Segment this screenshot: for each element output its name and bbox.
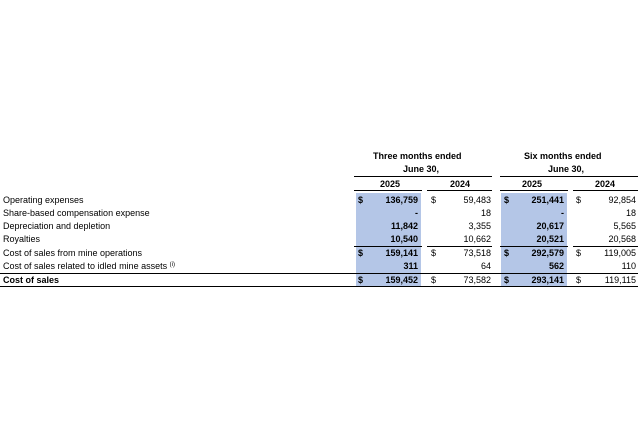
- dollar-sign: $: [431, 275, 437, 285]
- value-2025-h: -: [561, 208, 564, 218]
- dollar-sign: $: [358, 248, 364, 258]
- value-2024-q: 18: [480, 208, 491, 218]
- row-label-royalties: Royalties: [3, 234, 41, 244]
- year-header-2025-h: 2025: [522, 179, 543, 189]
- value-2024-h: 5,565: [613, 221, 636, 231]
- row-label-depreciation-depletion: Depreciation and depletion: [3, 221, 111, 231]
- value-2025-q: 159,452: [385, 275, 418, 285]
- year-underline-3: [500, 190, 568, 191]
- six-months-underline: [500, 176, 638, 177]
- value-2024-h: 119,005: [604, 248, 636, 258]
- year-header-2025-q: 2025: [380, 179, 401, 189]
- value-2024-q: 3,355: [468, 221, 491, 231]
- value-2024-h: 20,568: [608, 234, 636, 244]
- value-2025-q: -: [415, 208, 418, 218]
- value-2025-h: 20,521: [536, 234, 564, 244]
- year-header-2024-q: 2024: [450, 179, 471, 189]
- six-months-header-line1: Six months ended: [524, 151, 602, 161]
- three-months-underline: [354, 176, 492, 177]
- year-underline-2: [427, 190, 492, 191]
- value-2025-q: 136,759: [385, 195, 418, 205]
- row-label-share-based-compensation: Share-based compensation expense: [3, 208, 150, 218]
- row-label-cost-of-sales-total: Cost of sales: [3, 275, 60, 285]
- value-2025-h: 20,617: [536, 221, 564, 231]
- value-2024-q: 64: [480, 261, 491, 271]
- year-underline-1: [354, 190, 422, 191]
- six-months-header-line2: June 30,: [548, 164, 585, 174]
- value-2025-q: 10,540: [390, 234, 418, 244]
- year-underline-4: [573, 190, 638, 191]
- dollar-sign: $: [576, 275, 582, 285]
- value-2024-q: 59,483: [463, 195, 491, 205]
- row-label-idled-mine-assets: [3, 260, 175, 272]
- dollar-sign: $: [358, 195, 364, 205]
- total-bottom-rule: [0, 286, 638, 287]
- dollar-sign: $: [504, 195, 510, 205]
- value-2024-q: 10,662: [463, 234, 491, 244]
- dollar-sign: $: [504, 248, 510, 258]
- value-2025-q: 11,842: [390, 221, 418, 231]
- year-header-2024-h: 2024: [595, 179, 616, 189]
- three-months-header-line2: June 30,: [403, 164, 440, 174]
- value-2025-h: 251,441: [531, 195, 564, 205]
- dollar-sign: $: [504, 275, 510, 285]
- row-label-cost-of-sales-mine-operations: Cost of sales from mine operations: [3, 248, 143, 258]
- value-2025-q: 159,141: [385, 248, 418, 258]
- value-2025-h: 562: [548, 261, 564, 271]
- dollar-sign: $: [576, 248, 582, 258]
- footnote-marker: (i): [169, 262, 175, 268]
- row-label-idled-mine-assets-text: Cost of sales related to idled mine assets: [3, 261, 168, 271]
- value-2025-h: 293,141: [531, 275, 564, 285]
- dollar-sign: $: [431, 195, 437, 205]
- value-2025-h: 292,579: [531, 248, 564, 258]
- value-2024-h: 119,115: [604, 275, 636, 285]
- three-months-header-line1: Three months ended: [373, 151, 462, 161]
- value-2024-q: 73,518: [463, 248, 491, 258]
- row-label-operating-expenses: Operating expenses: [3, 195, 84, 205]
- dollar-sign: $: [576, 195, 582, 205]
- value-2024-h: 18: [625, 208, 636, 218]
- value-2024-q: 73,582: [463, 275, 491, 285]
- value-2024-h: 110: [621, 261, 636, 271]
- dollar-sign: $: [431, 248, 437, 258]
- value-2024-h: 92,854: [608, 195, 636, 205]
- dollar-sign: $: [358, 275, 364, 285]
- value-2025-q: 311: [403, 261, 418, 271]
